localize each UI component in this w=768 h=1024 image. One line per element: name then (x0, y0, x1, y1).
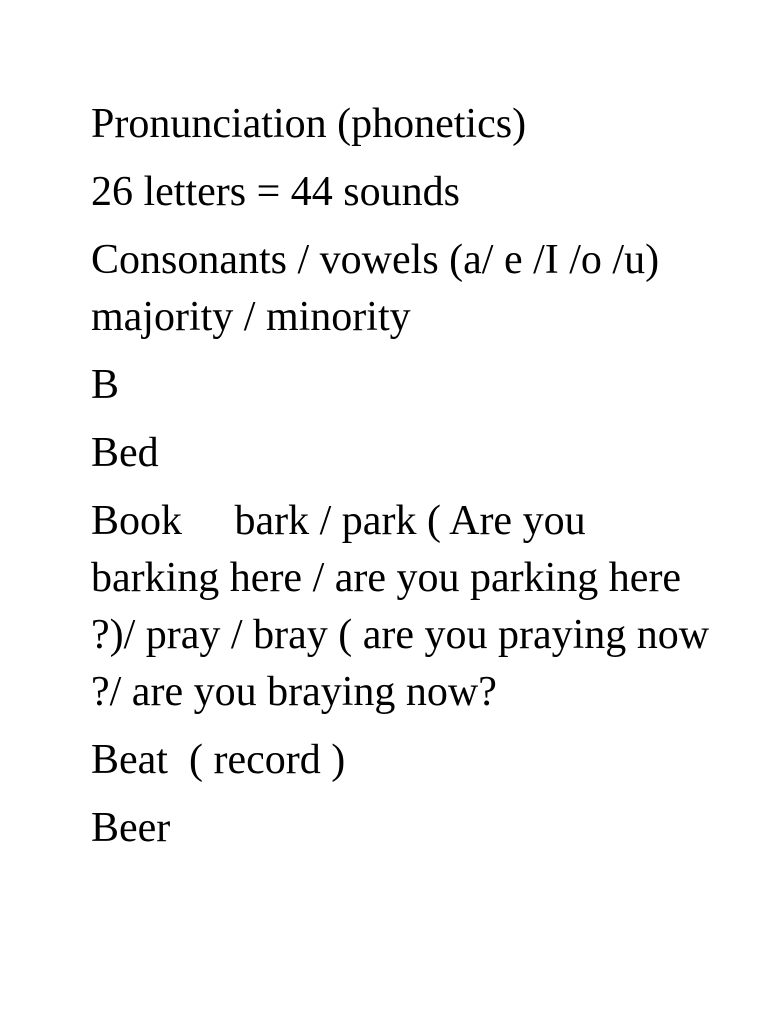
consonants-vowels-line: Consonants / vowels (a/ e /I /o /u) majority / minority (91, 237, 670, 340)
heading-pronunciation: Pronunciation (phonetics) (91, 101, 527, 147)
book-examples-paragraph: Book bark / park ( Are you barking here / are you parking here ?)/ pray / bray ( are you praying now ?/ are you braying now? (91, 498, 720, 715)
word-beer-line: Beer (91, 805, 171, 851)
word-bed-line: Bed (91, 430, 159, 476)
word-beat-line: Beat ( record ) (91, 737, 346, 783)
document-body (91, 96, 720, 868)
letter-b-line: B (91, 362, 120, 408)
letters-sounds-line: 26 letters = 44 sounds (91, 169, 460, 215)
